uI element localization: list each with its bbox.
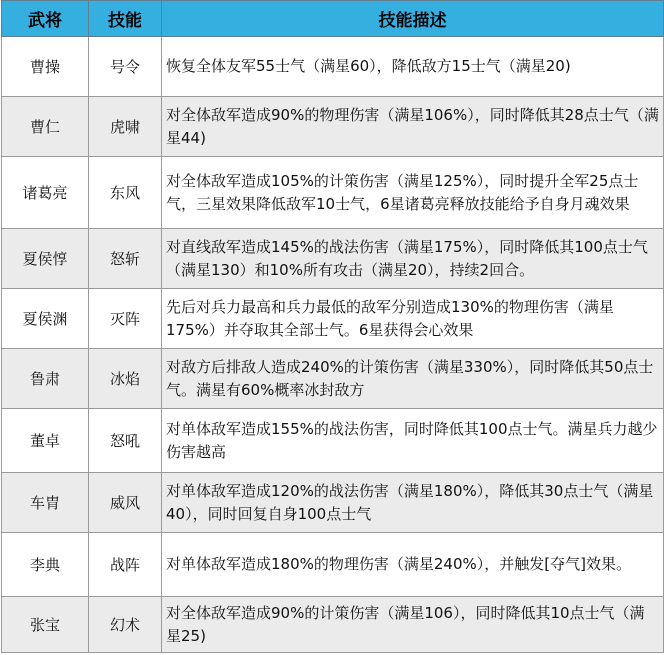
hero-name: 李典 <box>2 533 89 597</box>
table-row <box>2 473 664 533</box>
skill-description: 对直线敌军造成145%的战法伤害（满星175%），同时降低其100点士气（满星130）和10%所有攻击（满星20），持续2回合。 <box>162 229 664 289</box>
table-row <box>2 157 664 229</box>
skill-name: 东风 <box>89 157 162 229</box>
skill-name: 虎啸 <box>89 97 162 157</box>
skill-name: 怒斩 <box>89 229 162 289</box>
hero-name: 曹操 <box>2 37 89 97</box>
skill-description: 对全体敌军造成90%的物理伤害（满星106%），同时降低其28点士气（满星44) <box>162 97 664 157</box>
hero-name: 鲁肃 <box>2 349 89 409</box>
table-row <box>2 37 664 97</box>
hero-name: 夏侯惇 <box>2 229 89 289</box>
skill-name: 灭阵 <box>89 289 162 349</box>
skill-description: 对单体敌军造成155%的战法伤害，同时降低其100点士气。满星兵力越少伤害越高 <box>162 409 664 473</box>
skill-name: 号令 <box>89 37 162 97</box>
table-row <box>2 597 664 653</box>
table-row <box>2 533 664 597</box>
header-description: 技能描述 <box>162 1 664 37</box>
table-row <box>2 97 664 157</box>
table-row <box>2 349 664 409</box>
header-hero: 武将 <box>2 1 89 37</box>
skill-name: 冰焰 <box>89 349 162 409</box>
table-header-row <box>2 1 664 37</box>
skill-description: 先后对兵力最高和兵力最低的敌军分别造成130%的物理伤害（满星175%）并夺取其全部士气。6星获得会心效果 <box>162 289 664 349</box>
skill-description: 对单体敌军造成120%的战法伤害（满星180%），降低其30点士气（满星40），同时回复自身100点士气 <box>162 473 664 533</box>
hero-name: 车胄 <box>2 473 89 533</box>
hero-name: 张宝 <box>2 597 89 653</box>
hero-name: 夏侯渊 <box>2 289 89 349</box>
skill-description: 恢复全体友军55士气（满星60），降低敌方15士气（满星20) <box>162 37 664 97</box>
hero-name: 曹仁 <box>2 97 89 157</box>
hero-skill-table <box>1 0 664 653</box>
hero-name: 董卓 <box>2 409 89 473</box>
skill-description: 对全体敌军造成90%的计策伤害（满星106），同时降低其10点士气（满星25) <box>162 597 664 653</box>
header-skill: 技能 <box>89 1 162 37</box>
skill-name: 幻术 <box>89 597 162 653</box>
skill-description: 对全体敌军造成105%的计策伤害（满星125%），同时提升全军25点士气，三星效果降低敌军10士气，6星诸葛亮释放技能给予自身月魂效果 <box>162 157 664 229</box>
skill-name: 怒吼 <box>89 409 162 473</box>
skill-description: 对单体敌军造成180%的物理伤害（满星240%），并触发[夺气]效果。 <box>162 533 664 597</box>
skill-name: 威风 <box>89 473 162 533</box>
table-row <box>2 289 664 349</box>
skill-description: 对敌方后排敌人造成240%的计策伤害（满星330%），同时降低其50点士气。满星有60%概率冰封敌方 <box>162 349 664 409</box>
table-row <box>2 229 664 289</box>
skill-name: 战阵 <box>89 533 162 597</box>
hero-name: 诸葛亮 <box>2 157 89 229</box>
table-row <box>2 409 664 473</box>
